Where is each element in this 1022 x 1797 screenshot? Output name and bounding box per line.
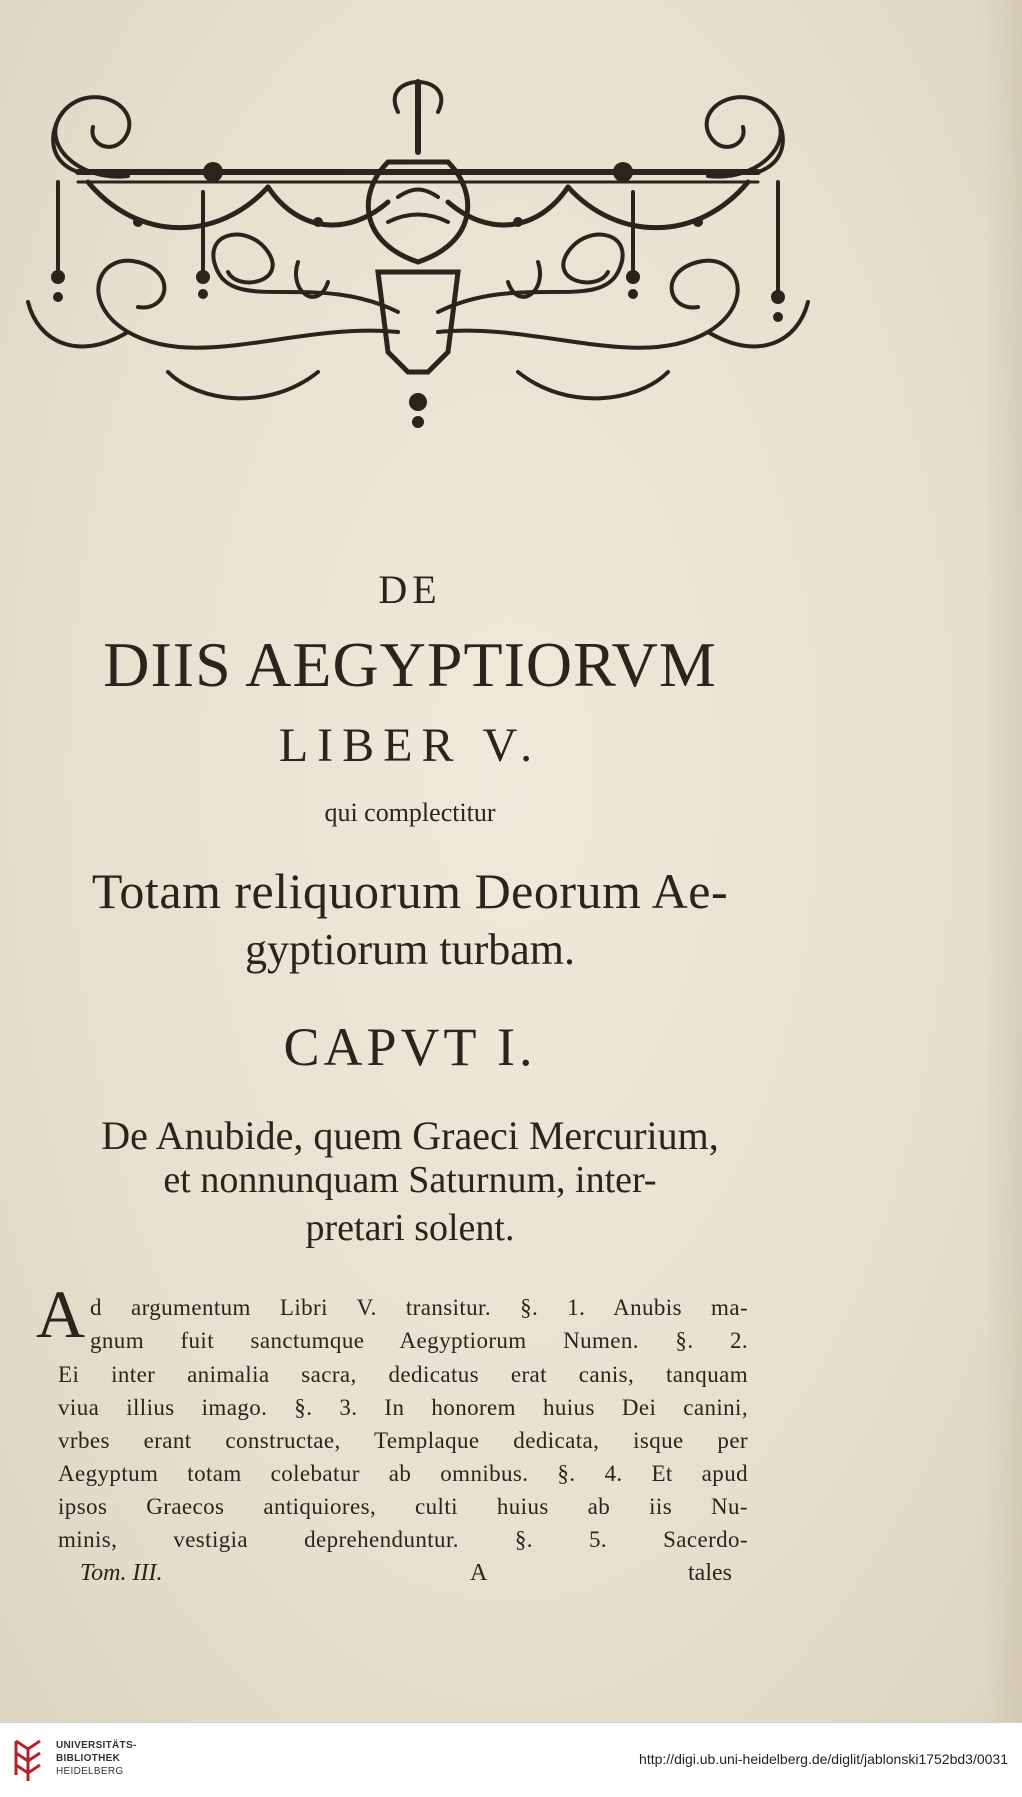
- catchword: tales: [688, 1560, 732, 1586]
- body-line: viua illius imago. §. 3. In honorem huius Dei canini,: [58, 1395, 748, 1420]
- library-name-line-1: UNIVERSITÄTS-: [56, 1740, 137, 1751]
- chapter-heading: CAPVT I.: [283, 1017, 537, 1077]
- subtitle-line-2: gyptiorum turbam.: [245, 925, 575, 974]
- title-de: DE: [378, 567, 442, 612]
- body-line: d argumentum Libri V. transitur. §. 1. Anubis ma-: [90, 1295, 748, 1320]
- title-connector: qui complectitur: [324, 798, 496, 827]
- body-line: Ei inter animalia sacra, dedicatus erat canis, tanquam: [58, 1362, 748, 1387]
- chapter-title-line-3: pretari solent.: [305, 1207, 515, 1249]
- subtitle-line-1: Totam reliquorum Deorum Ae-: [91, 863, 729, 919]
- book-number: LIBER V.: [278, 719, 542, 772]
- drop-capital: A: [36, 1276, 86, 1352]
- body-line: ipsos Graecos antiquiores, culti huius ab iis Nu-: [58, 1494, 748, 1519]
- library-footer-bar: [0, 1722, 1022, 1797]
- volume-footer: Tom. III.: [80, 1560, 163, 1586]
- chapter-title-line-2: et nonnunquam Saturnum, inter-: [163, 1159, 657, 1201]
- signature-mark: A: [470, 1560, 488, 1586]
- university-library-logo-icon[interactable]: [12, 1735, 44, 1785]
- library-name-line-2: BIBLIOTHEK: [56, 1753, 121, 1764]
- permalink-url[interactable]: http://digi.ub.uni-heidelberg.de/diglit/jablonski1752bd3/0031: [639, 1751, 1008, 1767]
- library-name-line-3: HEIDELBERG: [56, 1766, 124, 1777]
- chapter-title-line-1: De Anubide, quem Graeci Mercurium,: [101, 1113, 719, 1158]
- body-line: minis, vestigia deprehenduntur. §. 5. Sacerdo-: [58, 1527, 748, 1552]
- body-line: gnum fuit sanctumque Aegyptiorum Numen. §. 2.: [90, 1328, 748, 1353]
- body-line: Aegyptum totam colebatur ab omnibus. §. 4. Et apud: [58, 1461, 748, 1486]
- ornamental-headpiece: [18, 72, 818, 462]
- book-title: DIIS AEGYPTIORVM: [103, 629, 717, 700]
- body-line: vrbes erant constructae, Templaque dedicata, isque per: [58, 1428, 748, 1453]
